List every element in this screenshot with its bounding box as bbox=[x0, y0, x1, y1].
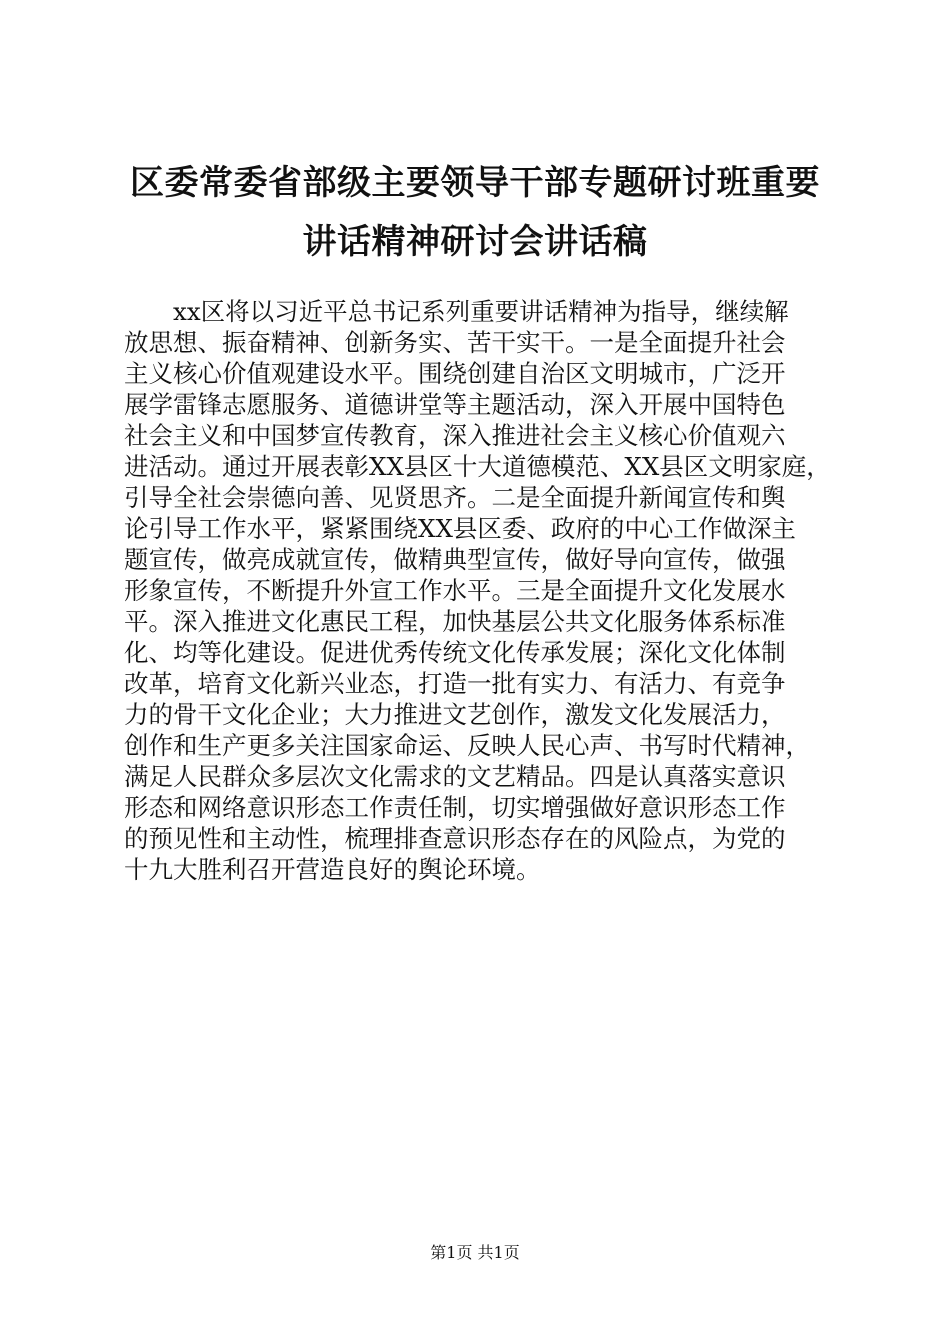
body-line: 形象宣传，不断提升外宣工作水平。三是全面提升文化发展水 bbox=[124, 576, 786, 605]
body-line: 力的骨干文化企业；大力推进文艺创作，激发文化发展活力， bbox=[124, 700, 786, 729]
document-title-line-2: 讲话精神研讨会讲话稿 bbox=[302, 222, 648, 262]
body-line: 题宣传，做亮成就宣传，做精典型宣传，做好导向宣传，做强 bbox=[124, 545, 786, 574]
body-line: 放思想、振奋精神、创新务实、苦干实干。一是全面提升社会 bbox=[124, 328, 786, 357]
document-body bbox=[124, 296, 834, 885]
body-line: xx区将以习近平总书记系列重要讲话精神为指导，继续解 bbox=[124, 297, 789, 326]
body-line: 平。深入推进文化惠民工程，加快基层公共文化服务体系标准 bbox=[124, 607, 786, 636]
page-footer: 第1页 共1页 bbox=[430, 1243, 520, 1262]
body-line: 展学雷锋志愿服务、道德讲堂等主题活动，深入开展中国特色 bbox=[124, 390, 786, 419]
body-line: 主义核心价值观建设水平。围绕创建自治区文明城市，广泛开 bbox=[124, 359, 786, 388]
body-line: 论引导工作水平，紧紧围绕XX县区委、政府的中心工作做深主 bbox=[124, 514, 796, 543]
body-line: 改革，培育文化新兴业态，打造一批有实力、有活力、有竞争 bbox=[124, 669, 786, 698]
body-line: 进活动。通过开展表彰XX县区十大道德模范、XX县区文明家庭， bbox=[124, 452, 831, 481]
body-line: 引导全社会崇德向善、见贤思齐。二是全面提升新闻宣传和舆 bbox=[124, 483, 786, 512]
body-line: 形态和网络意识形态工作责任制，切实增强做好意识形态工作 bbox=[124, 793, 786, 822]
body-line: 社会主义和中国梦宣传教育，深入推进社会主义核心价值观六 bbox=[124, 421, 786, 450]
body-line: 化、均等化建设。促进优秀传统文化传承发展；深化文化体制 bbox=[124, 638, 786, 667]
body-line: 满足人民群众多层次文化需求的文艺精品。四是认真落实意识 bbox=[124, 762, 786, 791]
body-line: 创作和生产更多关注国家命运、反映人民心声、书写时代精神， bbox=[124, 731, 810, 760]
body-line: 的预见性和主动性，梳理排查意识形态存在的风险点，为党的 bbox=[124, 824, 786, 853]
body-line: 十九大胜利召开营造良好的舆论环境。 bbox=[124, 855, 541, 884]
document-title-line-1: 区委常委省部级主要领导干部专题研讨班重要 bbox=[130, 163, 820, 203]
